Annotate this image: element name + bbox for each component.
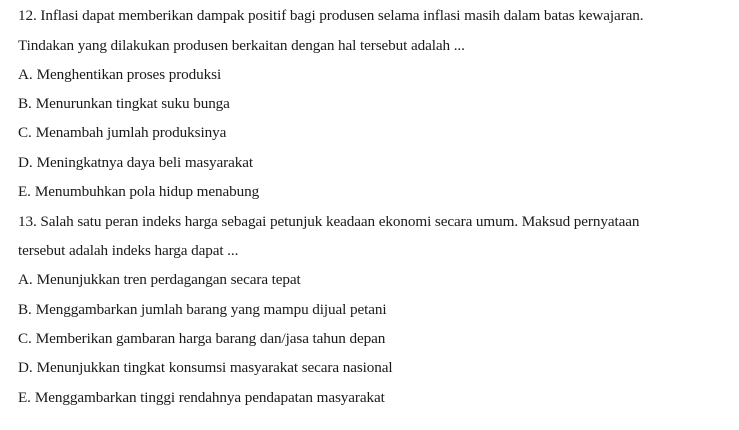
option-letter: B. bbox=[18, 301, 32, 318]
option-letter: C. bbox=[18, 330, 32, 347]
question-13-option-a bbox=[18, 270, 301, 290]
option-letter: A. bbox=[18, 66, 33, 83]
question-12-option-b bbox=[18, 94, 230, 114]
question-13-option-e bbox=[18, 388, 385, 408]
question-12-text-line-1: Inflasi dapat memberikan dampak positif bagi produsen selama inflasi masih dalam batas kewajaran. bbox=[40, 7, 644, 24]
question-13-option-d bbox=[18, 358, 393, 378]
option-text: Menambah jumlah produksinya bbox=[35, 124, 227, 141]
question-12-option-c bbox=[18, 123, 226, 143]
option-text: Menunjukkan tingkat konsumsi masyarakat secara nasional bbox=[36, 359, 393, 376]
question-12-number: 12. bbox=[18, 7, 37, 24]
question-12-option-d bbox=[18, 153, 253, 173]
option-text: Menggambarkan jumlah barang yang mampu dijual petani bbox=[35, 301, 387, 318]
question-13-text-line-1: Salah satu peran indeks harga sebagai petunjuk keadaan ekonomi secara umum. Maksud pernyataan bbox=[40, 213, 640, 230]
option-letter: B. bbox=[18, 95, 32, 112]
option-text: Menurunkan tingkat suku bunga bbox=[35, 95, 230, 112]
question-12-option-a bbox=[18, 65, 221, 85]
option-letter: A. bbox=[18, 271, 33, 288]
question-13-option-b bbox=[18, 300, 387, 320]
option-letter: C. bbox=[18, 124, 32, 141]
option-text: Menunjukkan tren perdagangan secara tepat bbox=[36, 271, 301, 288]
option-text: Menggambarkan tinggi rendahnya pendapatan masyarakat bbox=[34, 389, 385, 406]
question-12-option-e bbox=[18, 182, 259, 202]
option-text: Menghentikan proses produksi bbox=[36, 66, 222, 83]
option-text: Memberikan gambaran harga barang dan/jasa tahun depan bbox=[35, 330, 386, 347]
option-letter: D. bbox=[18, 359, 33, 376]
option-text: Menumbuhkan pola hidup menabung bbox=[34, 183, 260, 200]
question-13-number: 13. bbox=[18, 213, 37, 230]
question-13-stem-line-1 bbox=[18, 212, 639, 232]
option-letter: E. bbox=[18, 183, 31, 200]
question-13-option-c bbox=[18, 329, 385, 349]
option-letter: D. bbox=[18, 154, 33, 171]
question-13-stem-line-2: tersebut adalah indeks harga dapat ... bbox=[18, 242, 239, 259]
question-12-stem-line-2: Tindakan yang dilakukan produsen berkaitan dengan hal tersebut adalah ... bbox=[18, 37, 465, 54]
option-letter: E. bbox=[18, 389, 31, 406]
option-text: Meningkatnya daya beli masyarakat bbox=[36, 154, 253, 171]
question-12-stem-line-1 bbox=[18, 6, 643, 26]
